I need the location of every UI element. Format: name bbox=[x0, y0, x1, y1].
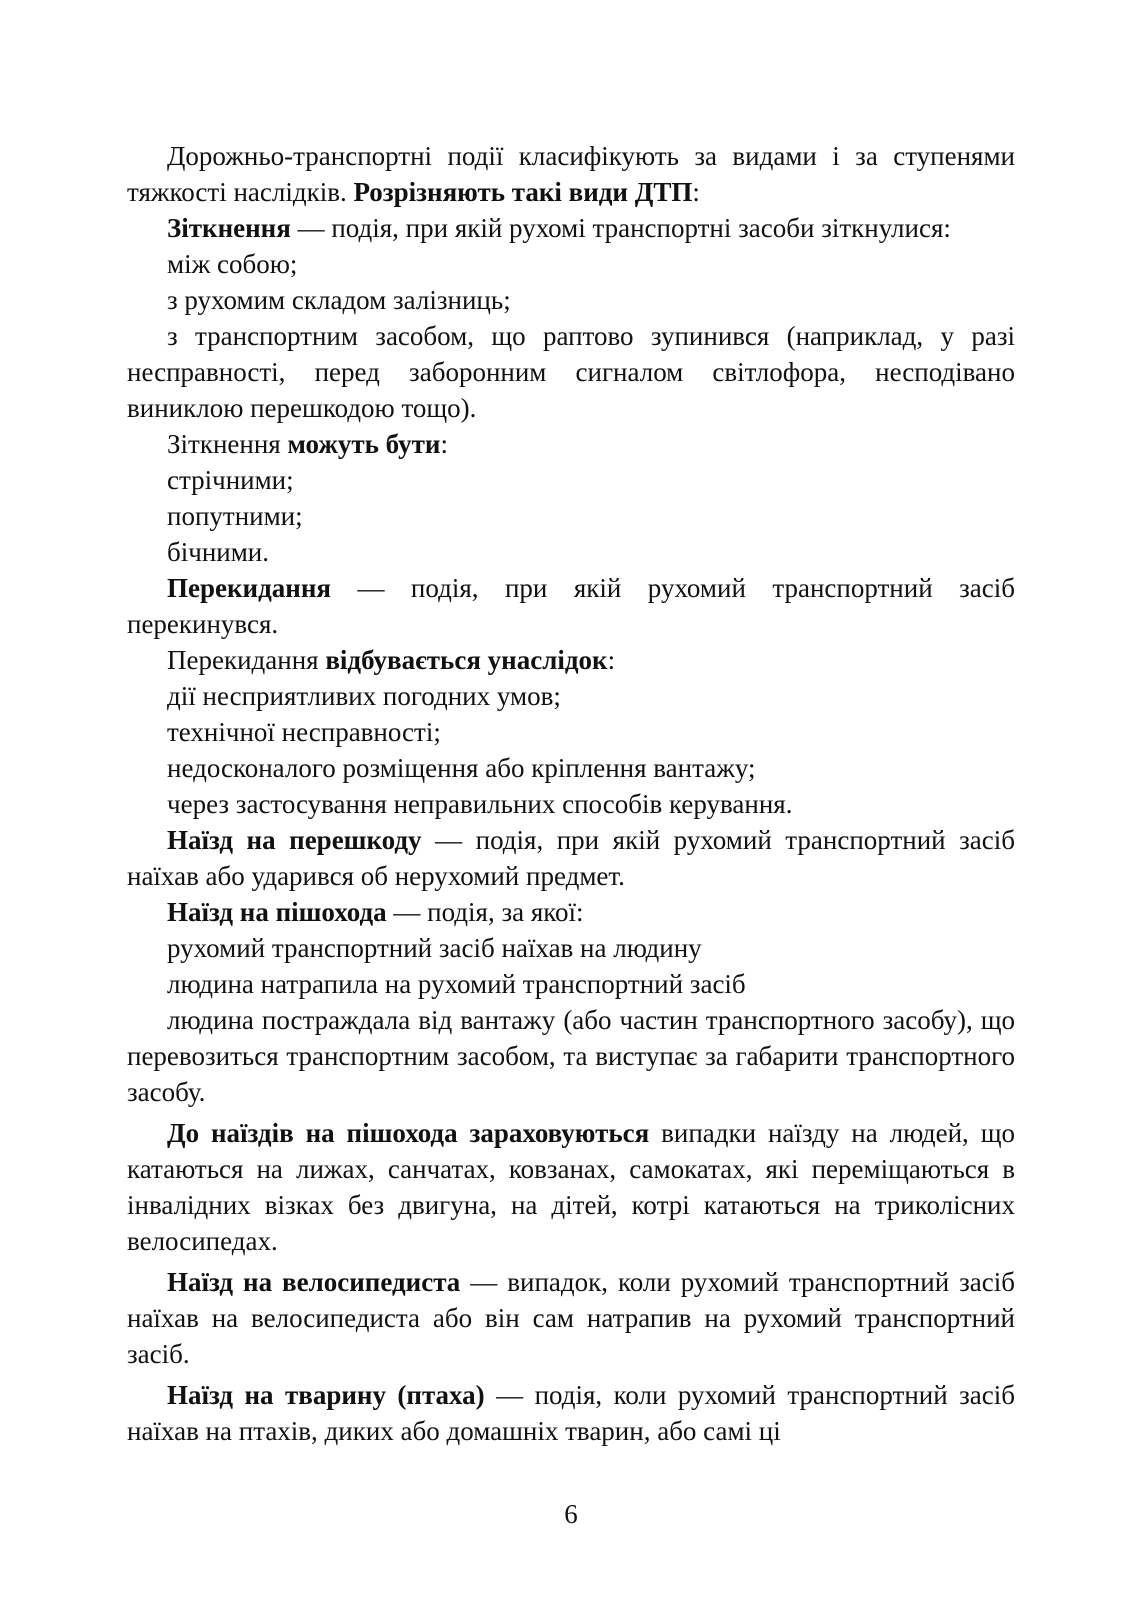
page-number: 6 bbox=[564, 1499, 578, 1529]
list-item: технічної несправності; bbox=[167, 717, 441, 747]
text-span: — випадок, коли рухомий транспортний засіб наїхав на велосипедиста або він сам натрапив на рухомий транспортний засіб. bbox=[127, 1267, 1016, 1369]
paragraph-collision-types bbox=[127, 426, 1015, 462]
paragraph-collision-definition bbox=[127, 210, 1015, 246]
list-item: недосконалого розміщення або кріплення вантажу; bbox=[167, 753, 756, 783]
text-span: — подія, за якої: bbox=[386, 897, 584, 927]
paragraph-cyclist-definition bbox=[127, 1264, 1015, 1372]
text-span: випадки наїзду на людей, що катаються на лижах, санчатах, ковзанах, самокатах, які переміщаються в інвалідних візках без двигуна, на дітей, котрі катаються на триколісних велосипедах. bbox=[127, 1118, 1015, 1256]
bold-term: Наїзд на перешкоду bbox=[167, 825, 422, 855]
text-span: : bbox=[692, 177, 700, 207]
text-span: : bbox=[607, 645, 616, 675]
bold-term: Наїзд на тварину (птаха) bbox=[167, 1380, 485, 1410]
paragraph-classification bbox=[127, 138, 1015, 210]
text-span: — подія, при якій рухомі транспортні засоби зіткнулися: bbox=[290, 213, 951, 243]
paragraph-pedestrian-inclusions bbox=[127, 1115, 1015, 1259]
bold-term: Зіткнення bbox=[167, 213, 291, 243]
bold-term: Наїзд на пішохода bbox=[167, 897, 387, 927]
bold-term: можуть бути bbox=[287, 429, 441, 459]
list-item: між собою; bbox=[167, 249, 298, 279]
text-span: Перекидання bbox=[167, 645, 326, 675]
bold-term: Перекидання bbox=[167, 573, 331, 603]
list-item: рухомий транспортний засіб наїхав на людину bbox=[167, 933, 702, 963]
bold-term: Наїзд на велосипедиста bbox=[167, 1267, 461, 1297]
list-item: з транспортним засобом, що раптово зупинився (наприклад, у разі несправності, перед заборонним сигналом світлофора, несподівано виниклою перешкодою тощо). bbox=[127, 321, 1015, 423]
text-span: — подія, коли рухомий транспортний засіб наїхав на птахів, диких або домашніх тварин, або самі ці bbox=[127, 1380, 1015, 1446]
text-span: Зіткнення bbox=[167, 429, 288, 459]
list-item: дії несприятливих погодних умов; bbox=[167, 681, 561, 711]
paragraph-obstacle-definition bbox=[127, 822, 1015, 894]
text-span: — подія, при якій рухомий транспортний засіб наїхав або ударився об нерухомий предмет. bbox=[127, 825, 1015, 891]
bold-term: Розрізняють такі види ДТП bbox=[353, 177, 693, 207]
text-span: Дорожньо-транспортні події класифікують за видами і за ступенями тяжкості наслідків. bbox=[127, 141, 1015, 207]
list-item: людина натрапила на рухомий транспортний засіб bbox=[167, 969, 746, 999]
paragraph-rollover-causes bbox=[127, 642, 1015, 678]
list-item: попутними; bbox=[167, 501, 303, 531]
bold-term: відбувається унаслідок bbox=[325, 645, 608, 675]
list-item: бічними. bbox=[167, 537, 270, 567]
list-item: стрічними; bbox=[167, 465, 294, 495]
list-item: людина постраждала від вантажу (або частин транспортного засобу), що перевозиться транспортним засобом, та виступає за габарити транспортного засобу. bbox=[127, 1005, 1015, 1107]
body-text bbox=[127, 138, 1015, 1449]
paragraph-rollover-definition bbox=[127, 570, 1015, 642]
bold-term: До наїздів на пішохода зараховуються bbox=[167, 1118, 650, 1148]
list-item: через застосування неправильних способів керування. bbox=[167, 789, 793, 819]
list-item: з рухомим складом залізниць; bbox=[167, 285, 511, 315]
paragraph-animal-definition bbox=[127, 1377, 1015, 1449]
paragraph-pedestrian-definition bbox=[127, 894, 1015, 930]
text-span: — подія, при якій рухомий транспортний засіб перекинувся. bbox=[127, 573, 1015, 639]
text-span: : bbox=[440, 429, 448, 459]
